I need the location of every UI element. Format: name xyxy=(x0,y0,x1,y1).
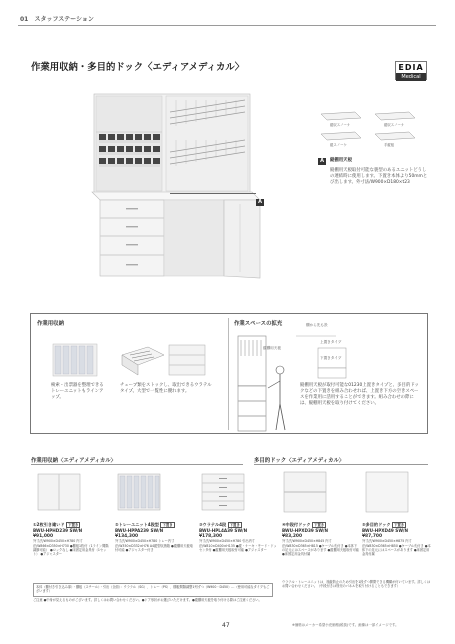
product-3-desc: 外寸法/W900×D450×H780 引出内寸法/W810×D400×H135 ●縦・ケーキ・モード・ドッセンタ付 ●縦棚用天板取付可能 ●アジャスター xyxy=(199,539,277,552)
callout-heading: 縦棚用天板 xyxy=(330,158,352,163)
right-section-title: 多目的ドック〈エディアメディカル〉 xyxy=(254,458,345,464)
product-1-code: BWU-HPHD239 xyxy=(33,528,69,534)
expansion-title: 作業スペースの拡充 xyxy=(234,321,283,327)
product-4 xyxy=(282,522,360,556)
right-section-rule xyxy=(254,464,428,465)
product-4-price: ¥83,200 xyxy=(282,533,302,539)
product-4-title: ④中段付ドック xyxy=(282,522,311,527)
product-1-title: ①2枚引き違いド xyxy=(33,522,65,527)
work-storage-text-1: 検索・出票器を整理できるトレーユニットもラインアップ。 xyxy=(51,383,104,400)
product-5-chip: 下置き xyxy=(393,523,405,527)
note-left: 本体（棚付き引き込み扉）・棚板（スチール）・引出（全面）：ウラテル（SG）、トレー（PS）、棚板間隔調整1列ずつ（W900・D450）…（使用可能なタイプもございます） xyxy=(33,583,273,597)
section-number: 01 xyxy=(20,16,29,23)
product-2-title: ②トレーユニット4段型 xyxy=(115,522,159,527)
drawer-open-image xyxy=(118,341,166,377)
product-5-unit: SW/N xyxy=(395,528,408,534)
section-title: スタッフステーション xyxy=(34,16,94,23)
expansion-label-side2: 下置きタイプ xyxy=(320,356,342,360)
product-3-price: ¥178,300 xyxy=(199,533,223,539)
plate-label-2: 縦収スノーケ xyxy=(384,123,405,127)
product-2-code: BWU-HPPA239 xyxy=(115,528,149,534)
product-image-2 xyxy=(116,472,162,512)
plate-label-3: 縦スノーケ xyxy=(330,143,347,147)
callout-body: 縦棚用天板取付可能な裏型のあるユニットどうしの連結時に使用します。下置き本体より50mmとび出します。外寸法/W900×D180×t23 xyxy=(330,168,428,185)
expansion-label-side1: 上置きタイプ xyxy=(320,340,342,344)
logo-line2: Medical xyxy=(396,73,426,81)
product-3-title: ③ウラテル4段 xyxy=(199,522,227,527)
product-2-desc: 外寸法/W900×D450×H780 トレー内寸法/W350×D332×H76 A4縦型収納箱 ●縦棚用天板取付可能 ●アジャスター付き xyxy=(115,539,193,552)
hero-leader-line xyxy=(170,193,256,194)
product-3-unit: SW/N xyxy=(234,528,248,534)
footer-note: ※価格はメーカー希望小売価格(税抜)です。画像は一部イメージです。 xyxy=(292,623,399,627)
expansion-label-top: 棚から先も設 xyxy=(306,323,328,327)
left-section-rule xyxy=(31,464,243,465)
page-title: 作業用収納・多目的ドック〈エディアメディカル〉 xyxy=(31,62,245,73)
expansion-body: 縦棚用天板が取付可能な01230上置きタイプと、多目的ドックなどの下置きを組み合わせれば、上置き下方の空きスペースを作業用に活用することができます。組み合わせの際には、縦棚用天板を取り付けてください。 xyxy=(300,383,419,406)
work-storage-title: 作業用収納 xyxy=(37,321,64,327)
product-2-chip: 下置き xyxy=(162,523,173,527)
product-4-code: BWU-HPXD39 xyxy=(282,528,314,534)
legend-note: ご注意 ●中身が見えるものがございます。詳しくはお問い合わせください。●ドア形状がお選びいただけます。●縦棚用天板を取り付ける際はご注意ください。 xyxy=(33,598,262,602)
left-section-title: 作業用収納〈エディアメディカル〉 xyxy=(31,458,117,464)
product-3 xyxy=(199,522,277,552)
product-image-1 xyxy=(36,472,82,512)
work-storage-text-2: チューブ類をストックし、取出できるウラテルタイプ。大型で一覧性に優れます。 xyxy=(120,383,212,394)
product-1-price: ¥91,000 xyxy=(33,533,53,539)
page-number: 47 xyxy=(222,622,230,629)
product-2 xyxy=(115,522,193,552)
brand-logo xyxy=(395,61,427,80)
note-right: ウラテル・トレーユニットは、施錠防止のため引出を1段ずつ開閉できる機構が付いています。詳しくはお問い合わせください。（中段付きは別売のパネルを取り付けることもできます） xyxy=(282,580,431,589)
section-header xyxy=(20,14,94,23)
logo-line1: EDIA xyxy=(396,62,426,73)
product-5-title: ⑤多目的ドック xyxy=(362,522,391,527)
product-1-desc: 外寸法/W900×D450×H780 内寸法/W866×D350×H730 ●棚板1枚付（1ライン間隔調節可能） ●ロックなし ●床固定用金具付（1セット） ●アジャスター xyxy=(33,539,109,557)
product-image-5 xyxy=(364,470,410,514)
product-5-desc: 外寸法/W900×D450×H875 内寸法/W830×D365×H850 ●ケーブル孔付き ●本体下の足元にはスペースがあります ●床固定用金具付属 xyxy=(362,539,431,557)
plate-label-1: 縦収スノーケ xyxy=(330,123,351,127)
hero-badge-a: A xyxy=(256,199,264,206)
product-2-unit: SW/N xyxy=(150,528,164,534)
cabinet-closed-image xyxy=(167,343,207,377)
callout-badge-a: A xyxy=(318,158,326,165)
product-4-chip: 下置き xyxy=(313,523,325,527)
product-3-chip: 下置き xyxy=(229,523,240,527)
product-1-chip: 下置き xyxy=(68,523,79,527)
product-1 xyxy=(33,522,109,556)
product-5-code: BWU-HPXD49 xyxy=(362,528,394,534)
product-3-code: BWU-HPL4A39 xyxy=(199,528,233,534)
product-2-price: ¥134,300 xyxy=(115,533,139,539)
feature-divider xyxy=(228,318,229,430)
expansion-label-left: 縦棚用天板 xyxy=(263,346,281,350)
tray-unit-image xyxy=(52,343,98,377)
header-rule xyxy=(18,25,436,26)
product-5 xyxy=(362,522,432,556)
product-4-desc: 外寸法/W900×D450×H845 内寸法/W830×D365×H815 ●ケーブル孔付き ●本体下の足元にはスペースがあります ●縦棚用天板取付可能 ●床固定用金具付属 xyxy=(282,539,359,557)
product-5-price: ¥87,700 xyxy=(362,533,382,539)
product-image-3 xyxy=(200,472,246,512)
plate-label-4: 手縦板 xyxy=(384,143,395,147)
product-image-4 xyxy=(282,470,328,514)
hero-cabinet-image xyxy=(90,92,290,292)
product-4-unit: SW/N xyxy=(315,528,328,534)
product-1-unit: SW/N xyxy=(69,528,83,534)
